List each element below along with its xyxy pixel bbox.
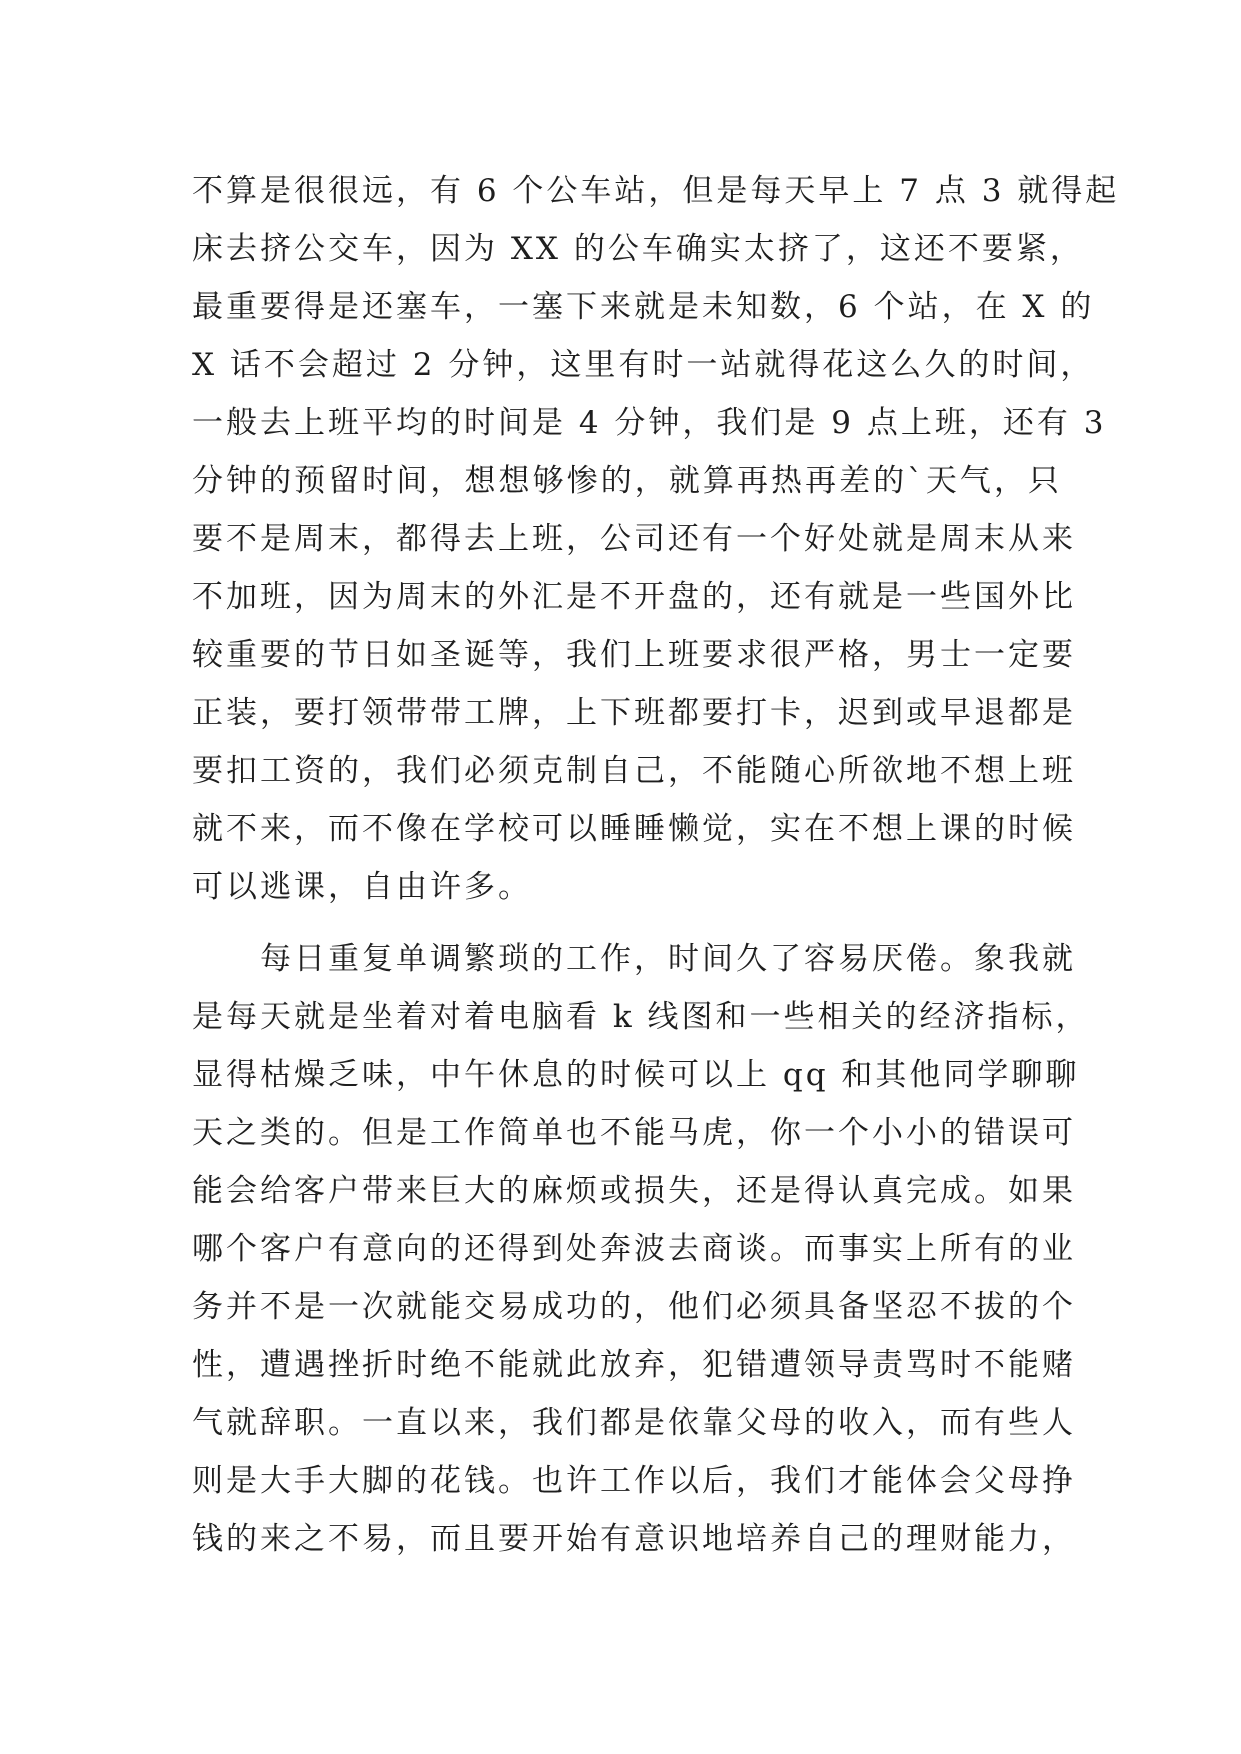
text-line: 要扣工资的，我们必须克制自己，不能随心所欲地不想上班 bbox=[192, 753, 1076, 789]
text-line: 务并不是一次就能交易成功的，他们必须具备坚忍不拔的个 bbox=[192, 1289, 1076, 1325]
text-line: 不算是很很远，有 6 个公车站，但是每天早上 7 点 3 就得起 bbox=[192, 173, 1120, 209]
body-text bbox=[192, 162, 1120, 1568]
text-line: 一般去上班平均的时间是 4 分钟，我们是 9 点上班，还有 3 bbox=[192, 405, 1107, 441]
text-line: 是每天就是坐着对着电脑看 k 线图和一些相关的经济指标， bbox=[192, 999, 1090, 1035]
text-line: 正装，要打领带带工牌，上下班都要打卡，迟到或早退都是 bbox=[192, 695, 1076, 731]
text-line: 每日重复单调繁琐的工作，时间久了容易厌倦。象我就 bbox=[260, 941, 1076, 977]
text-line: 就不来，而不像在学校可以睡睡懒觉，实在不想上课的时候 bbox=[192, 811, 1076, 847]
paragraph-2 bbox=[192, 930, 1090, 1568]
text-line: 要不是周末，都得去上班，公司还有一个好处就是周末从来 bbox=[192, 521, 1076, 557]
text-line: 天之类的。但是工作简单也不能马虎，你一个小小的错误可 bbox=[192, 1115, 1076, 1151]
text-line: 显得枯燥乏味，中午休息的时候可以上 qq 和其他同学聊聊 bbox=[192, 1057, 1080, 1093]
text-line: 哪个客户有意向的还得到处奔波去商谈。而事实上所有的业 bbox=[192, 1231, 1076, 1267]
text-line: 分钟的预留时间，想想够惨的，就算再热再差的`天气，只 bbox=[192, 463, 1062, 499]
paragraph-1 bbox=[192, 162, 1120, 916]
text-line: 则是大手大脚的花钱。也许工作以后，我们才能体会父母挣 bbox=[192, 1463, 1076, 1499]
paragraph-spacing bbox=[192, 916, 1062, 930]
text-line: 不加班，因为周末的外汇是不开盘的，还有就是一些国外比 bbox=[192, 579, 1076, 615]
text-line: 最重要得是还塞车，一塞下来就是未知数，6 个站，在 X 的 bbox=[192, 289, 1095, 325]
text-line: 能会给客户带来巨大的麻烦或损失，还是得认真完成。如果 bbox=[192, 1173, 1076, 1209]
text-line: 性，遭遇挫折时绝不能就此放弃，犯错遭领导责骂时不能赌 bbox=[192, 1347, 1076, 1383]
text-line: X 话不会超过 2 分钟，这里有时一站就得花这么久的时间， bbox=[192, 347, 1095, 383]
text-line: 钱的来之不易，而且要开始有意识地培养自己的理财能力， bbox=[192, 1521, 1076, 1557]
text-line: 床去挤公交车，因为 XX 的公车确实太挤了，这还不要紧， bbox=[192, 231, 1084, 267]
text-line: 气就辞职。一直以来，我们都是依靠父母的收入，而有些人 bbox=[192, 1405, 1076, 1441]
text-line: 较重要的节日如圣诞等，我们上班要求很严格，男士一定要 bbox=[192, 637, 1076, 673]
text-line: 可以逃课，自由许多。 bbox=[192, 869, 532, 905]
